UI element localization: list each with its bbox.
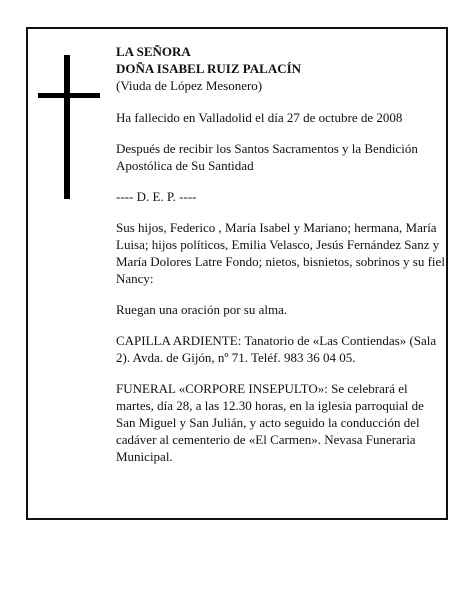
family-list: Sus hijos, Federico , María Isabel y Mariano; hermana, María Luisa; hijos políticos, Emilia Velasco, Jesús Fernández Sanz y María Dolores Latre Fondo; nietos, bisnietos, sobrinos y su fiel Nancy: <box>116 220 445 286</box>
death-announcement: Ha fallecido en Valladolid el día 27 de octubre de 2008 <box>116 110 403 125</box>
sacraments-note: Después de recibir los Santos Sacramentos y la Bendición Apostólica de Su Santidad <box>116 141 418 173</box>
honorific-title: LA SEÑORA <box>116 44 191 59</box>
cross-icon <box>38 55 100 199</box>
widow-note: (Viuda de López Mesonero) <box>116 78 263 93</box>
cross-vertical-bar <box>64 55 70 199</box>
obituary-card <box>26 27 448 520</box>
cross-horizontal-bar <box>38 93 100 98</box>
deceased-name: DOÑA ISABEL RUIZ PALACÍN <box>116 61 302 76</box>
obituary-text <box>116 43 446 479</box>
rest-in-peace-line: ---- D. E. P. ---- <box>116 189 197 204</box>
funeral-details: FUNERAL «CORPORE INSEPULTO»: Se celebrará el martes, día 28, a las 12.30 horas, en la iglesia parroquial de San Miguel y San Julián, y acto seguido la conducción del cadáver al cementerio de «El Carmen». Nevasa Funeraria Municipal. <box>116 381 424 464</box>
obituary-header <box>116 43 446 94</box>
chapel-details: CAPILLA ARDIENTE: Tanatorio de «Las Contiendas» (Sala 2). Avda. de Gijón, nº 71. Teléf. 983 36 04 05. <box>116 333 437 365</box>
prayer-request: Ruegan una oración por su alma. <box>116 302 288 317</box>
